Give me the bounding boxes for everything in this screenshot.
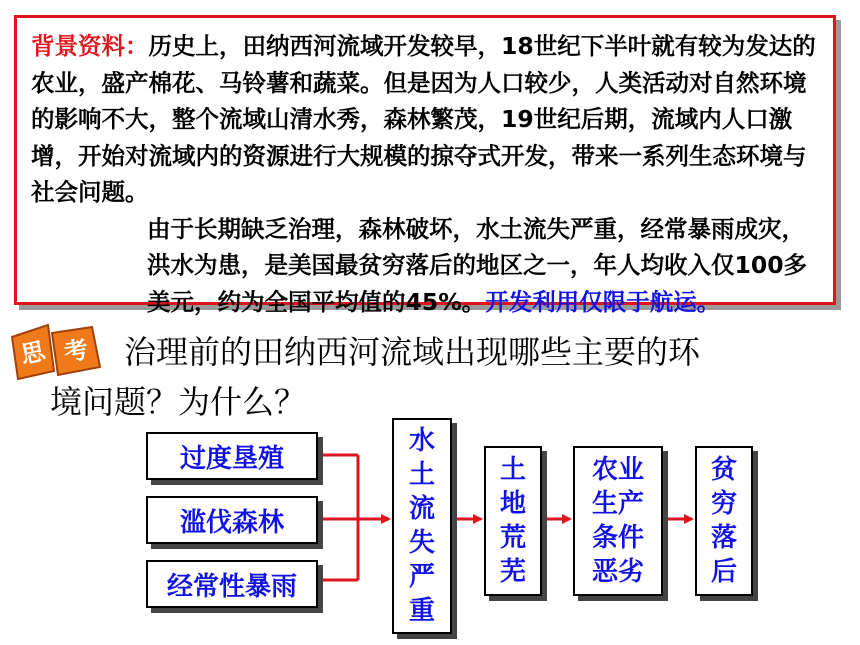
effect-char: 地 (499, 489, 526, 519)
effect-box-soil-erosion (392, 418, 452, 634)
effect-char: 荒 (499, 523, 526, 553)
cause-box-3: 经常性暴雨 (146, 560, 318, 608)
effect-char: 流 (408, 494, 435, 524)
effect-line: 条件 (591, 523, 644, 553)
effect-char: 穷 (710, 489, 737, 519)
background-label: 背景资料： (31, 32, 149, 60)
background-highlight: 开发利用仅限于航运。 (485, 287, 721, 316)
effect-line: 生产 (591, 489, 644, 519)
effect-char: 落 (710, 523, 737, 553)
effect-char: 土 (408, 460, 435, 490)
background-text-2: 由于长期缺乏治理，森林破坏，水土流失严重，经常暴雨成灾，洪水为患，是美国最贫穷落后的地区之一，年人均收入仅100多美元，约为全国平均值的45%。 (147, 214, 808, 316)
effect-char: 失 (408, 528, 435, 558)
question-line-2: 境问题？为什么？ (50, 383, 307, 421)
effect-line: 恶劣 (591, 557, 644, 587)
effect-char: 严 (408, 562, 435, 592)
effect-char: 土 (499, 455, 526, 485)
badge-char-2: 考 (62, 335, 90, 367)
cause-box-2: 滥伐森林 (146, 496, 318, 544)
question-line-1: 治理前的田纳西河流域出现哪些主要的环 (124, 333, 701, 371)
effect-box-land-waste (484, 446, 542, 596)
badge-char-1: 思 (18, 336, 48, 370)
effect-char: 芜 (499, 557, 526, 587)
effect-char: 后 (710, 557, 737, 587)
effect-box-poverty (695, 446, 753, 596)
effect-char: 重 (408, 596, 435, 626)
effect-box-poor-conditions (573, 446, 663, 596)
effect-char: 水 (408, 426, 435, 456)
effect-char: 贫 (710, 455, 737, 485)
effect-line: 农业 (591, 455, 644, 485)
background-text-1: 历史上，田纳西河流域开发较早，18世纪下半叶就有较为发达的农业，盛产棉花、马铃薯和蔬菜。但是因为人口较少，人类活动对自然环境的影响不大，整个流域山清水秀，森林繁茂，19世纪后期，流域内人口激增，开始对流域内的资源进行大规模的掠夺式开发，带来一系列生态环境与社会问题。 (31, 32, 816, 206)
cause-box-1: 过度垦殖 (146, 432, 318, 480)
